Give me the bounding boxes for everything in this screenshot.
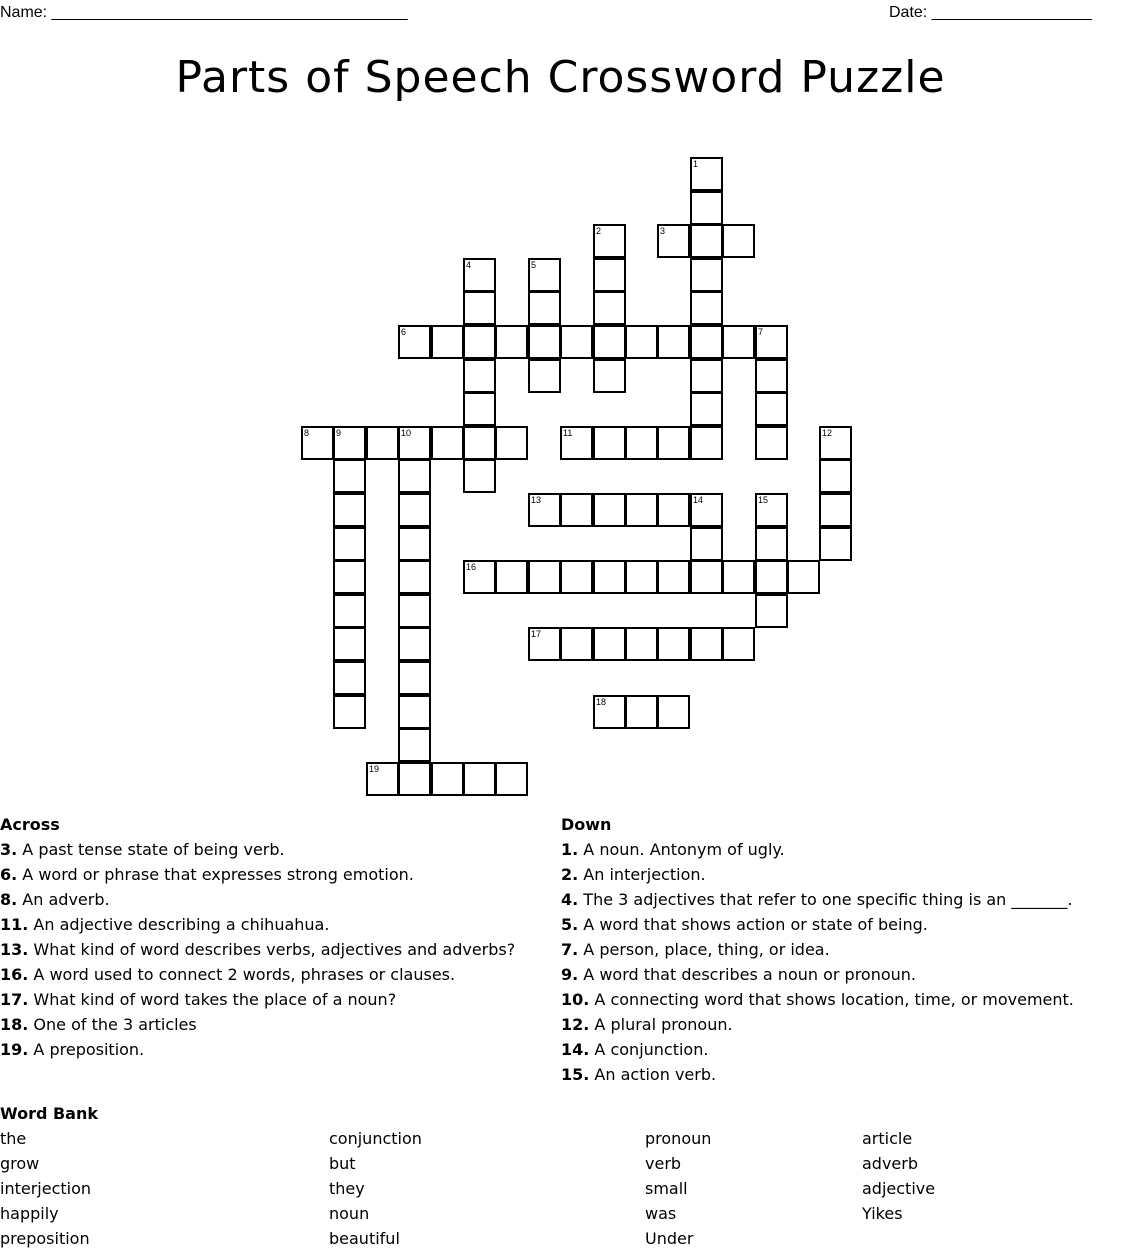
clue-text: A preposition. [28, 1040, 145, 1059]
clue-number: 16 [466, 562, 477, 572]
crossword-cell[interactable] [528, 560, 561, 594]
crossword-cell[interactable] [593, 426, 626, 460]
clue-label-number: 19. [0, 1040, 29, 1059]
crossword-cell[interactable] [657, 627, 690, 661]
clue-number: 5 [531, 260, 537, 270]
clue-text: An adjective describing a chihuahua. [28, 915, 330, 934]
clue-label-number: 12. [561, 1015, 590, 1034]
crossword-cell[interactable] [625, 695, 658, 729]
crossword-cell[interactable] [625, 560, 658, 594]
clue-label-number: 5. [561, 915, 579, 934]
word-bank-word: noun [329, 1204, 370, 1223]
crossword-cell[interactable] [463, 426, 496, 460]
crossword-cell[interactable] [625, 325, 658, 359]
crossword-cell[interactable] [431, 426, 464, 460]
crossword-cell[interactable] [787, 560, 820, 594]
crossword-cell[interactable] [593, 325, 626, 359]
crossword-cell[interactable] [657, 325, 690, 359]
word-bank-word: they [329, 1179, 365, 1198]
crossword-cell[interactable] [690, 627, 723, 661]
down-clue [561, 887, 1074, 912]
crossword-cell[interactable] [398, 728, 431, 762]
crossword-cell[interactable] [333, 459, 366, 493]
word-bank-word: happily [0, 1204, 59, 1223]
crossword-cell[interactable] [398, 325, 431, 359]
crossword-cell[interactable] [560, 325, 593, 359]
clue-text: A word that shows action or state of being. [578, 915, 928, 934]
clue-text: A person, place, thing, or idea. [578, 940, 830, 959]
crossword-cell[interactable] [593, 695, 626, 729]
word-bank-column [0, 1126, 91, 1251]
crossword-cell[interactable] [333, 426, 366, 460]
clue-label-number: 3. [0, 840, 18, 859]
clue-number: 8 [304, 428, 310, 438]
crossword-cell[interactable] [593, 493, 626, 527]
crossword-cell[interactable] [463, 291, 496, 325]
word-bank-word: adverb [862, 1154, 919, 1173]
down-clue [561, 962, 1074, 987]
clue-label-number: 17. [0, 990, 29, 1009]
crossword-cell[interactable] [398, 426, 431, 460]
clue-number: 11 [563, 428, 573, 438]
crossword-cell[interactable] [528, 359, 561, 393]
clue-text: The 3 adjectives that refer to one specific thing is an _______. [578, 890, 1073, 909]
crossword-cell[interactable] [755, 392, 788, 426]
crossword-cell[interactable] [333, 527, 366, 561]
crossword-cell[interactable] [463, 392, 496, 426]
crossword-cell[interactable] [495, 426, 528, 460]
clue-number: 2 [596, 226, 602, 236]
clue-label-number: 6. [0, 865, 18, 884]
crossword-cell[interactable] [690, 191, 723, 225]
crossword-cell[interactable] [722, 224, 755, 258]
word-bank-word: Under [645, 1229, 694, 1248]
across-clues [0, 812, 515, 1062]
word-bank-word: small [645, 1179, 688, 1198]
word-bank-column [862, 1126, 935, 1226]
crossword-cell[interactable] [398, 695, 431, 729]
crossword-cell[interactable] [593, 560, 626, 594]
crossword-cell[interactable] [819, 426, 852, 460]
crossword-cell[interactable] [690, 291, 723, 325]
crossword-cell[interactable] [755, 359, 788, 393]
crossword-cell[interactable] [398, 762, 431, 796]
crossword-cell[interactable] [398, 627, 431, 661]
crossword-cell[interactable] [560, 493, 593, 527]
crossword-cell[interactable] [690, 493, 723, 527]
crossword-cell[interactable] [560, 426, 593, 460]
crossword-cell[interactable] [560, 627, 593, 661]
crossword-cell[interactable] [819, 493, 852, 527]
crossword-cell[interactable] [755, 493, 788, 527]
crossword-cell[interactable] [593, 359, 626, 393]
crossword-cell[interactable] [755, 426, 788, 460]
crossword-cell[interactable] [463, 359, 496, 393]
clue-number: 6 [401, 327, 407, 337]
clue-text: A word or phrase that expresses strong emotion. [17, 865, 414, 884]
crossword-cell[interactable] [690, 224, 723, 258]
crossword-cell[interactable] [528, 493, 561, 527]
word-bank-word: the [0, 1129, 27, 1148]
crossword-cell[interactable] [528, 258, 561, 292]
clue-number: 10 [401, 428, 412, 438]
page-title: Parts of Speech Crossword Puzzle [175, 52, 946, 103]
clue-text: A plural pronoun. [589, 1015, 733, 1034]
across-heading: Across [0, 815, 60, 834]
down-clue [561, 912, 1074, 937]
word-bank-word: was [645, 1204, 677, 1223]
clue-number: 14 [693, 495, 704, 505]
down-heading: Down [561, 815, 612, 834]
crossword-cell[interactable] [463, 762, 496, 796]
clue-label-number: 4. [561, 890, 579, 909]
word-bank-word: adjective [862, 1179, 936, 1198]
crossword-cell[interactable] [398, 661, 431, 695]
clue-label-number: 9. [561, 965, 579, 984]
crossword-cell[interactable] [333, 594, 366, 628]
crossword-cell[interactable] [366, 762, 399, 796]
clue-label-number: 13. [0, 940, 29, 959]
crossword-cell[interactable] [593, 627, 626, 661]
crossword-cell[interactable] [333, 695, 366, 729]
crossword-cell[interactable] [463, 258, 496, 292]
across-clue [0, 1037, 515, 1062]
name-field-label: Name: ________________________________________ [0, 4, 408, 21]
clue-text: An action verb. [589, 1065, 717, 1084]
clue-label-number: 10. [561, 990, 590, 1009]
crossword-cell[interactable] [657, 493, 690, 527]
crossword-cell[interactable] [722, 627, 755, 661]
crossword-cell[interactable] [366, 426, 399, 460]
word-bank [0, 1101, 1121, 1248]
clue-number: 9 [336, 428, 342, 438]
crossword-cell[interactable] [398, 594, 431, 628]
crossword-cell[interactable] [690, 359, 723, 393]
down-clue [561, 987, 1074, 1012]
word-bank-word: preposition [0, 1229, 90, 1248]
clue-label-number: 16. [0, 965, 29, 984]
clue-label-number: 8. [0, 890, 18, 909]
clue-text: An interjection. [578, 865, 706, 884]
crossword-cell[interactable] [819, 527, 852, 561]
clue-label-number: 11. [0, 915, 29, 934]
crossword-cell[interactable] [690, 325, 723, 359]
clue-text: A noun. Antonym of ugly. [578, 840, 785, 859]
word-bank-word: beautiful [329, 1229, 400, 1248]
crossword-cell[interactable] [528, 627, 561, 661]
clue-text: What kind of word takes the place of a noun? [28, 990, 397, 1009]
crossword-cell[interactable] [690, 157, 723, 191]
down-clue [561, 1062, 1074, 1087]
across-clue [0, 1012, 515, 1037]
crossword-cell[interactable] [528, 325, 561, 359]
across-clue [0, 912, 515, 937]
crossword-cell[interactable] [690, 560, 723, 594]
crossword-cell[interactable] [593, 291, 626, 325]
word-bank-column [645, 1126, 711, 1251]
crossword-cell[interactable] [333, 627, 366, 661]
clue-number: 17 [531, 629, 542, 639]
down-clues [561, 812, 1074, 1087]
crossword-cell[interactable] [657, 695, 690, 729]
crossword-cell[interactable] [657, 426, 690, 460]
clue-text: A word used to connect 2 words, phrases or clauses. [28, 965, 456, 984]
clue-label-number: 15. [561, 1065, 590, 1084]
crossword-cell[interactable] [301, 426, 334, 460]
clue-number: 4 [466, 260, 472, 270]
word-bank-word: pronoun [645, 1129, 712, 1148]
across-clue [0, 862, 515, 887]
clue-text: An adverb. [17, 890, 110, 909]
crossword-cell[interactable] [755, 594, 788, 628]
crossword-cell[interactable] [690, 527, 723, 561]
crossword-cell[interactable] [722, 560, 755, 594]
word-bank-word: article [862, 1129, 913, 1148]
clue-label-number: 7. [561, 940, 579, 959]
crossword-cell[interactable] [690, 392, 723, 426]
crossword-cell[interactable] [657, 560, 690, 594]
crossword-cell[interactable] [690, 426, 723, 460]
down-clue [561, 1037, 1074, 1062]
crossword-cell[interactable] [528, 291, 561, 325]
crossword-cell[interactable] [398, 560, 431, 594]
clue-label-number: 2. [561, 865, 579, 884]
word-bank-word: grow [0, 1154, 40, 1173]
crossword-cell[interactable] [495, 560, 528, 594]
crossword-cell[interactable] [755, 560, 788, 594]
clue-number: 13 [531, 495, 542, 505]
clue-number: 3 [660, 226, 666, 236]
clue-number: 1 [693, 159, 699, 169]
crossword-cell[interactable] [398, 459, 431, 493]
crossword-cell[interactable] [593, 224, 626, 258]
across-clue-list [0, 837, 515, 1062]
clue-number: 7 [758, 327, 764, 337]
across-clue [0, 887, 515, 912]
down-clue [561, 862, 1074, 887]
crossword-cell[interactable] [625, 627, 658, 661]
clue-text: A word that describes a noun or pronoun. [578, 965, 917, 984]
crossword-cell[interactable] [593, 258, 626, 292]
crossword-cell[interactable] [398, 527, 431, 561]
across-clue [0, 937, 515, 962]
crossword-cell[interactable] [463, 325, 496, 359]
crossword-cell[interactable] [755, 527, 788, 561]
crossword-cell[interactable] [463, 459, 496, 493]
crossword-cell[interactable] [625, 426, 658, 460]
down-clue [561, 937, 1074, 962]
crossword-cell[interactable] [755, 325, 788, 359]
clue-text: One of the 3 articles [28, 1015, 197, 1034]
clue-number: 18 [596, 697, 607, 707]
crossword-cell[interactable] [431, 325, 464, 359]
word-bank-column [329, 1126, 422, 1251]
word-bank-heading: Word Bank [0, 1104, 99, 1123]
word-bank-word: interjection [0, 1179, 92, 1198]
down-clue [561, 1012, 1074, 1037]
across-clue [0, 962, 515, 987]
crossword-cell[interactable] [625, 493, 658, 527]
clue-label-number: 18. [0, 1015, 29, 1034]
word-bank-word: conjunction [329, 1129, 422, 1148]
crossword-cell[interactable] [333, 661, 366, 695]
crossword-cell[interactable] [333, 493, 366, 527]
across-clue [0, 987, 515, 1012]
clue-text: A conjunction. [589, 1040, 709, 1059]
crossword-cell[interactable] [722, 325, 755, 359]
down-clue-list [561, 837, 1074, 1087]
crossword-cell[interactable] [495, 325, 528, 359]
clue-label-number: 1. [561, 840, 579, 859]
crossword-cell[interactable] [560, 560, 593, 594]
date-field-label: Date: __________________ [889, 4, 1092, 21]
clue-number: 15 [758, 495, 769, 505]
crossword-cell[interactable] [333, 560, 366, 594]
crossword-cell[interactable] [690, 258, 723, 292]
word-bank-word: Yikes [862, 1204, 903, 1223]
word-bank-word: verb [645, 1154, 682, 1173]
clue-text: What kind of word describes verbs, adjectives and adverbs? [28, 940, 516, 959]
clue-number: 12 [822, 428, 833, 438]
crossword-cell[interactable] [819, 459, 852, 493]
crossword-cell[interactable] [495, 762, 528, 796]
down-clue [561, 837, 1074, 862]
crossword-cell[interactable] [398, 493, 431, 527]
clue-number: 19 [369, 764, 380, 774]
clue-label-number: 14. [561, 1040, 590, 1059]
clue-text: A past tense state of being verb. [17, 840, 285, 859]
crossword-cell[interactable] [463, 560, 496, 594]
crossword-cell[interactable] [431, 762, 464, 796]
crossword-cell[interactable] [657, 224, 690, 258]
clue-text: A connecting word that shows location, time, or movement. [589, 990, 1074, 1009]
word-bank-word: but [329, 1154, 356, 1173]
across-clue [0, 837, 515, 862]
